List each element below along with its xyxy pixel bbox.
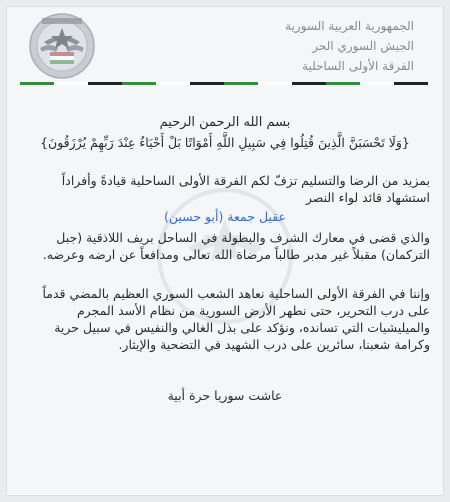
flag-divider	[20, 82, 428, 85]
closing-slogan: عاشت سوريا حرة أبية	[167, 388, 283, 403]
quran-verse: {وَلَا تَحْسَبَنَّ الَّذِينَ قُتِلُوا فِي سَبِيلِ اللَّهِ أَمْوَاتًا بَلْ أَحْيَاءٌ عِنْدَ رَبِّهِمْ يُرْزَقُونَ}	[40, 135, 410, 150]
flag-stripe-green	[20, 82, 54, 85]
announcement-paragraph: بمزيد من الرضا والتسليم تزفّ لكم الفرقة الأولى الساحلية قيادةً وأفراداً استشهاد قائد لواء النصر	[61, 173, 430, 205]
flag-stripe-black	[394, 82, 428, 85]
pledge-paragraph: وإننا في الفرقة الأولى الساحلية نعاهد الشعب السوري العظيم بالمضي قدماً على درب التحرير، حتى نطهر الأرض السورية من نظام الأسد المجرم والميليشيات التي تسانده، ونؤكد على بذل الغالي والنفيس في سبيل حرية وكرامة شعبنا، سائرين على درب الشهيد في التضحية والإيثار.	[42, 286, 430, 352]
flag-stripe-white	[54, 82, 88, 85]
org-line-country: الجمهورية العربية السورية	[285, 19, 414, 33]
org-line-division: الفرقة الأولى الساحلية	[302, 59, 414, 73]
org-line-army: الجيش السوري الحر	[312, 39, 414, 53]
flag-stripe-black	[292, 82, 326, 85]
statement-sheet	[6, 6, 444, 496]
flag-stripe-black	[88, 82, 122, 85]
flag-stripe-white	[258, 82, 292, 85]
basmala: بسم الله الرحمن الرحيم	[159, 115, 291, 130]
organization-name	[285, 16, 414, 76]
division-emblem-icon	[28, 12, 96, 80]
flag-stripe-green	[326, 82, 360, 85]
statement-body	[20, 114, 430, 405]
martyr-name: عقيل جمعة (أبو حسين)	[164, 209, 286, 224]
flag-stripe-green	[122, 82, 156, 85]
flag-stripe-green	[224, 82, 258, 85]
flag-stripe-black	[190, 82, 224, 85]
battle-paragraph: والذي قضى في معارك الشرف والبطولة في الساحل بريف اللاذقية (جبل التركمان) مقبلاً غير مدبر طالباً مرضاة الله تعالى ومدافعاً عن ارضه وعرضه.	[42, 230, 430, 262]
flag-stripe-white	[156, 82, 190, 85]
flag-stripe-white	[360, 82, 394, 85]
letterhead	[6, 6, 444, 84]
